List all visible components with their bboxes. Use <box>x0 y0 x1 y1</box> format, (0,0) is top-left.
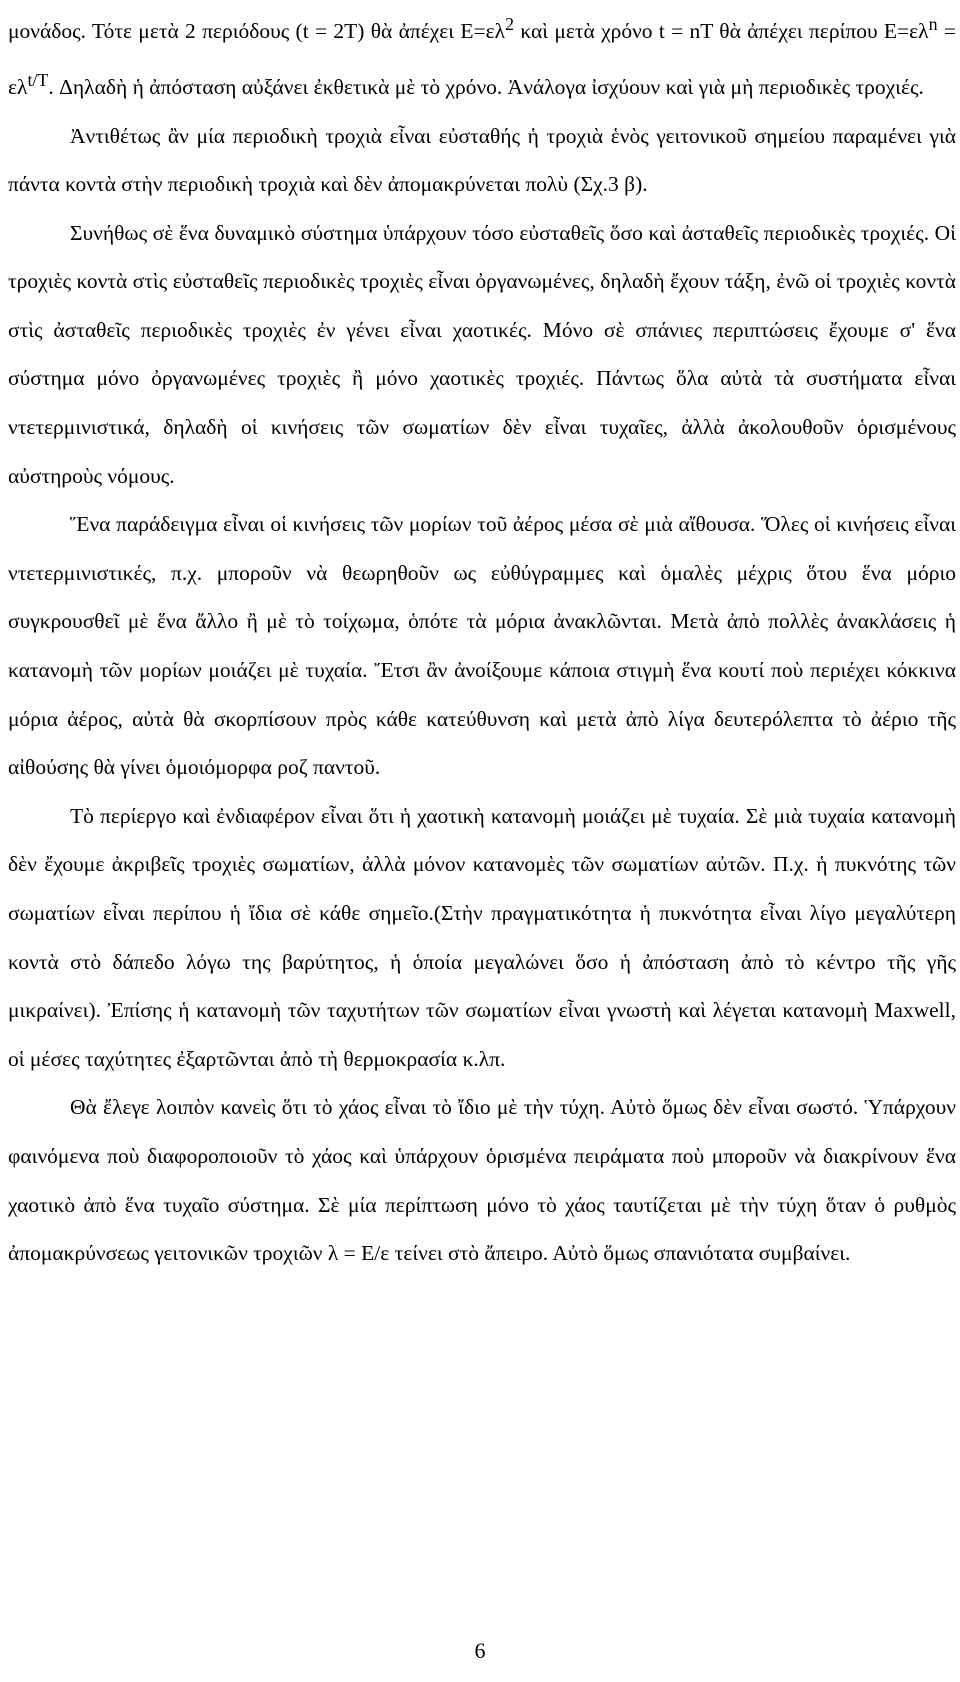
paragraph-2: Ἀντιθέτως ἂν μία περιοδικὴ τροχιὰ εἶναι εὐσταθής ἡ τροχιὰ ἑνὸς γειτονικοῦ σημείου παραμένει γιὰ πάντα κοντὰ στὴν περιοδικὴ τροχιὰ καὶ δὲν ἀπομακρύνεται πολὺ (Σχ.3 β). <box>8 123 956 197</box>
paragraph-4: Ἕνα παράδειγμα εἶναι οἱ κινήσεις τῶν μορίων τοῦ ἀέρος μέσα σὲ μιὰ αἴθουσα. Ὅλες οἱ κινήσεις εἶναι ντετερμινιστικές, π.χ. μποροῦν νὰ θεωρηθοῦν ως εὐθύγραμμες καὶ ὁμαλὲς μέχρις ὅτου ἕνα μόριο συγκρουσθεῖ μὲ ἕνα ἄλλο ἢ μὲ τὸ τοίχωμα, ὁπότε τὰ μόρια ἀνακλῶνται. Μετὰ ἀπὸ πολλὲς ἀνακλάσεις ἡ κατανομὴ τῶν μορίων μοιάζει μὲ τυχαία. Ἔτσι ἂν ἀνοίξουμε κάποια στιγμὴ ἕνα κουτί ποὺ περιέχει κόκκινα μόρια ἀέρος, αὐτὰ θὰ σκορπίσουν πρὸς κάθε κατεύθυνση καὶ μετὰ ἀπὸ λίγα δευτερόλεπτα τὸ ἀέριο τῆς αἰθούσης θὰ γίνει ὁμοιόμορφα ροζ παντοῦ. <box>8 512 956 780</box>
paragraph-1: μονάδος. Τότε μετὰ 2 περιόδους (t = 2T) θὰ ἀπέχει $E=\varepsilon\lambda^2$ καὶ μετὰ χρόνο t = nT θὰ ἀπέχει περίπου $E=\varepsilon\lambda^n = \varepsilon\lambda^{t/T}$. Δηλαδὴ ἡ ἀπόσταση αὐξάνει ἐκθετικὰ μὲ τὸ χρόνο. Ἀνάλογα ἰσχύουν καὶ γιὰ μὴ περιοδικὲς τροχιές. <box>8 14 956 99</box>
page-number: 6 <box>474 1638 486 1663</box>
paragraph-5: Τὸ περίεργο καὶ ἐνδιαφέρον εἶναι ὅτι ἡ χαοτικὴ κατανομὴ μοιάζει μὲ τυχαία. Σὲ μιὰ τυχαία κατανομὴ δὲν ἔχουμε ἀκριβεῖς τροχιὲς σωματίων, ἀλλὰ μόνον κατανομὲς τῶν σωματίων αὐτῶν. Π.χ. ἡ πυκνότης τῶν σωματίων εἶναι περίπου ἡ ἴδια σὲ κάθε σημεῖο.(Στὴν πραγματικότητα ἡ πυκνότητα εἶναι λίγο μεγαλύτερη κοντὰ στὸ δάπεδο λόγω της βαρύτητος, ἡ ὁποία μεγαλώνει ὅσο ἡ ἀπόσταση ἀπὸ τὸ κέντρο τῆς γῆς μικραίνει). Ἐπίσης ἡ κατανομὴ τῶν ταχυτήτων τῶν σωματίων εἶναι γνωστὴ καὶ λέγεται κατανομὴ Maxwell, οἱ μέσες ταχύτητες ἐξαρτῶνται ἀπὸ τὴ θερμοκρασία κ.λπ. <box>8 803 956 1071</box>
paragraph-3: Συνήθως σὲ ἕνα δυναμικὸ σύστημα ὑπάρχουν τόσο εὐσταθεῖς ὅσο καὶ ἀσταθεῖς περιοδικὲς τροχιές. Οἱ τροχιὲς κοντὰ στὶς εὐσταθεῖς περιοδικὲς τροχιὲς εἶναι ὀργανωμένες, δηλαδὴ ἔχουν τάξη, ἐνῶ οἱ τροχιὲς κοντὰ στὶς ἀσταθεῖς περιοδικὲς τροχιὲς ἐν γένει εἶναι χαοτικές. Μόνο σὲ σπάνιες περιπτώσεις ἔχουμε σ' ἕνα σύστημα μόνο ὀργανωμένες τροχιὲς ἢ μόνο χαοτικὲς τροχιές. Πάντως ὅλα αὐτὰ τὰ συστήματα εἶναι ντετερμινιστικά, δηλαδὴ οἱ κινήσεις τῶν σωματίων δὲν εἶναι τυχαῖες, ἀλλὰ ἀκολουθοῦν ὁρισμένους αὐστηροὺς νόμους. <box>8 220 956 488</box>
document-page <box>8 0 956 1682</box>
paragraph-6: Θὰ ἔλεγε λοιπὸν κανεὶς ὅτι τὸ χάος εἶναι τὸ ἴδιο μὲ τὴν τύχη. Αὐτὸ ὅμως δὲν εἶναι σωστό. Ὑπάρχουν φαινόμενα ποὺ διαφοροποιοῦν τὸ χάος καὶ ὑπάρχουν ὁρισμένα πειράματα ποὺ μποροῦν νὰ διακρίνουν ἕνα χαοτικὸ ἀπὸ ἕνα τυχαῖο σύστημα. Σὲ μία περίπτωση μόνο τὸ χάος ταυτίζεται μὲ τὴν τύχη ὅταν ὁ ρυθμὸς ἀπομακρύνσεως γειτονικῶν τροχιῶν λ = Ε/ε τείνει στὸ ἄπειρο. Αὐτὸ ὅμως σπανιότατα συμβαίνει. <box>8 1095 956 1266</box>
